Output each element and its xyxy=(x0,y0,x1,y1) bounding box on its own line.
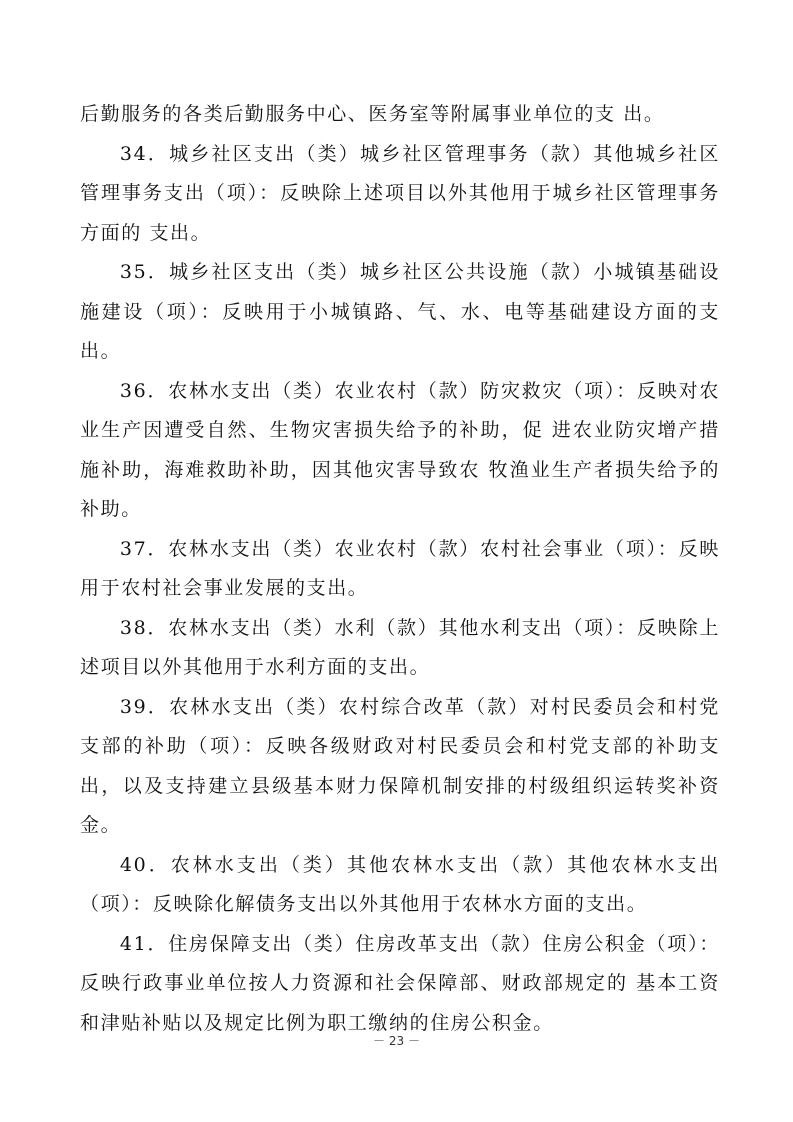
paragraph-continuation: 后勤服务的各类后勤服务中心、医务室等附属事业单位的支 出。 xyxy=(80,103,665,125)
paragraph-item-34: 34．城乡社区支出（类）城乡社区管理事务（款）其他城乡社区管理事务支出（项）：反映除上述项目以外其他用于城乡社区管理事务方面的 支出。 xyxy=(80,142,720,244)
paragraph-item-35: 35．城乡社区支出（类）城乡社区公共设施（款）小城镇基础设施建设（项）：反映用于小城镇路、气、水、电等基础建设方面的支出。 xyxy=(80,261,720,362)
paragraph-item-36: 36．农林水支出（类）农业农村（款）防灾救灾（项）：反映对农业生产因遭受自然、生物灾害损失给予的补助，促 进农业防灾增产措施补助，海难救助补助，因其他灾害导致农 牧渔业生产者损失给予的补助。 xyxy=(80,379,720,520)
paragraph-item-37: 37．农林水支出（类）农业农村（款）农村社会事业（项）：反映用于农村社会事业发展的支出。 xyxy=(80,537,720,599)
paragraph-item-38: 38．农林水支出（类）水利（款）其他水利支出（项）：反映除上述项目以外其他用于水利方面的支出。 xyxy=(80,616,720,678)
paragraph-item-39: 39．农林水支出（类）农村综合改革（款）对村民委员会和村党支部的补助（项）：反映各级财政对村民委员会和村党支部的补助支出，以及支持建立县级基本财力保障机制安排的村级组织运转奖补资金。 xyxy=(80,695,720,836)
document-body xyxy=(80,95,720,1043)
paragraph-item-40: 40．农林水支出（类）其他农林水支出（款）其他农林水支出（项）：反映除化解债务支出以外其他用于农林水方面的支出。 xyxy=(80,853,720,915)
page-number: － 23 － xyxy=(373,1034,420,1048)
paragraph-item-41: 41．住房保障支出（类）住房改革支出（款）住房公积金（项）：反映行政事业单位按人力资源和社会保障部、财政部规定的 基本工资和津贴补贴以及规定比例为职工缴纳的住房公积金。 xyxy=(80,932,720,1034)
